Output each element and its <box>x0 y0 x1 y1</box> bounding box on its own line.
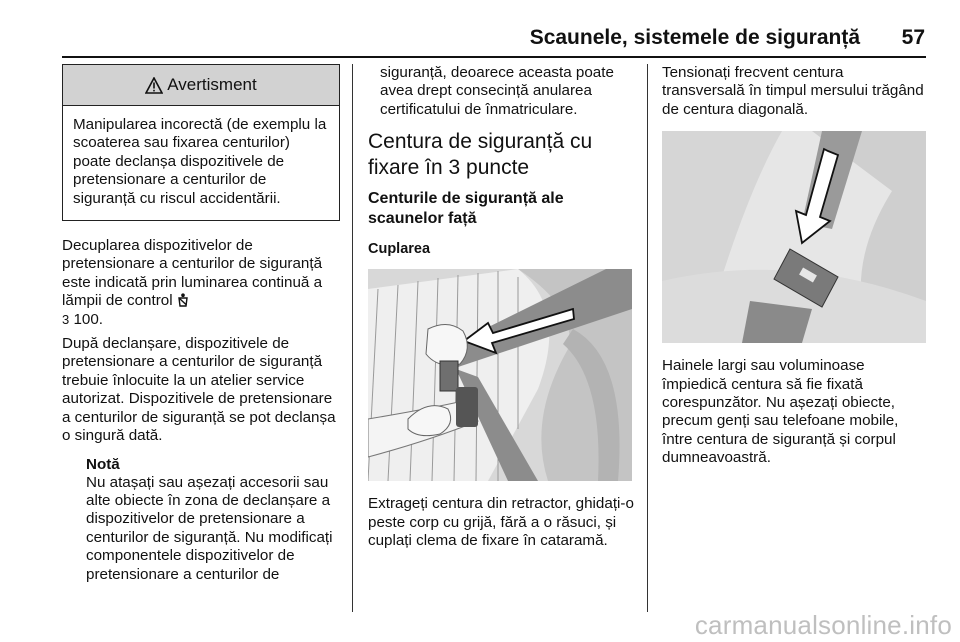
column-divider-2 <box>647 64 648 612</box>
warning-text: Manipularea incorectă (de exemplu la scoaterea sau fixarea centurilor) poate declanșa dispozitivele de pretensionare a centurilor de siguranță cu riscul accidentării. <box>73 116 327 207</box>
note-block <box>86 456 340 584</box>
warning-title: Avertisment <box>167 75 257 94</box>
note-title: Notă <box>86 455 120 473</box>
column-3 <box>662 64 928 468</box>
paragraph-tension-belt: Tensionați frecvent centura transversală în timpul mersului trăgând de centura diagonală. <box>662 64 924 118</box>
column-2 <box>368 64 634 550</box>
warning-box <box>62 64 340 221</box>
header-rule <box>62 56 926 58</box>
warning-triangle-icon <box>145 77 163 94</box>
page-ref-symbol: 3 <box>62 311 70 327</box>
seatbelt-tension-illustration <box>662 131 926 343</box>
paragraph-loose-clothing: Hainele largi sau voluminoase împiedică centura să fie fixată corespunzător. Nu așezați obiecte, precum genți sau telefoane mobile, între centura de siguranță și corpul dumneavoastră. <box>662 357 899 467</box>
page-ref-link[interactable]: 100. <box>73 310 104 328</box>
paragraph-pretensioner-deactivation <box>62 237 340 329</box>
warning-header <box>63 65 339 106</box>
paragraph-after-deployment: După declanșare, dispozitivele de pretensionare a centurilor de siguranță trebuie înlocuite la un atelier service autorizat. Dispozitivele de pretensionare a centurilor de siguranță se pot declanșa o singură dată. <box>62 335 336 445</box>
paragraph-continued: siguranță, deoarece aceasta poate avea drept consecință anularea certificatului de înmatriculare. <box>380 64 614 118</box>
column-1 <box>62 64 340 584</box>
column-divider-1 <box>352 64 353 612</box>
paragraph-text: Decuplarea dispozitivelor de pretensionare a centurilor de siguranță este indicată prin luminarea continuă a lămpii de control <box>62 237 323 310</box>
seatbelt-pretensioner-icon <box>177 293 189 307</box>
note-text: Nu atașați sau așezați accesorii sau alte obiecte în zona de declanșare a dispozitivelor de pretensionare a centurilor de siguranță. Nu modificați componentele dispozitivelor de pretensionare a centurilor de <box>86 473 333 583</box>
page-number: 57 <box>901 26 925 49</box>
seatbelt-buckling-illustration <box>368 269 632 481</box>
section-title: Centura de siguranță cu fixare în 3 puncte <box>368 130 593 180</box>
subheading-buckling: Cuplarea <box>368 241 431 258</box>
watermark: carmanualsonline.info <box>694 610 952 640</box>
subsection-title: Centurile de siguranță ale scaunelor față <box>368 190 564 228</box>
caption-buckling: Extrageți centura din retractor, ghidați-o peste corp cu grijă, fără a o răsuci, și cuplați clema de fixare în cataramă. <box>368 495 634 550</box>
running-header-title: Scaunele, sistemele de siguranță <box>529 26 860 49</box>
